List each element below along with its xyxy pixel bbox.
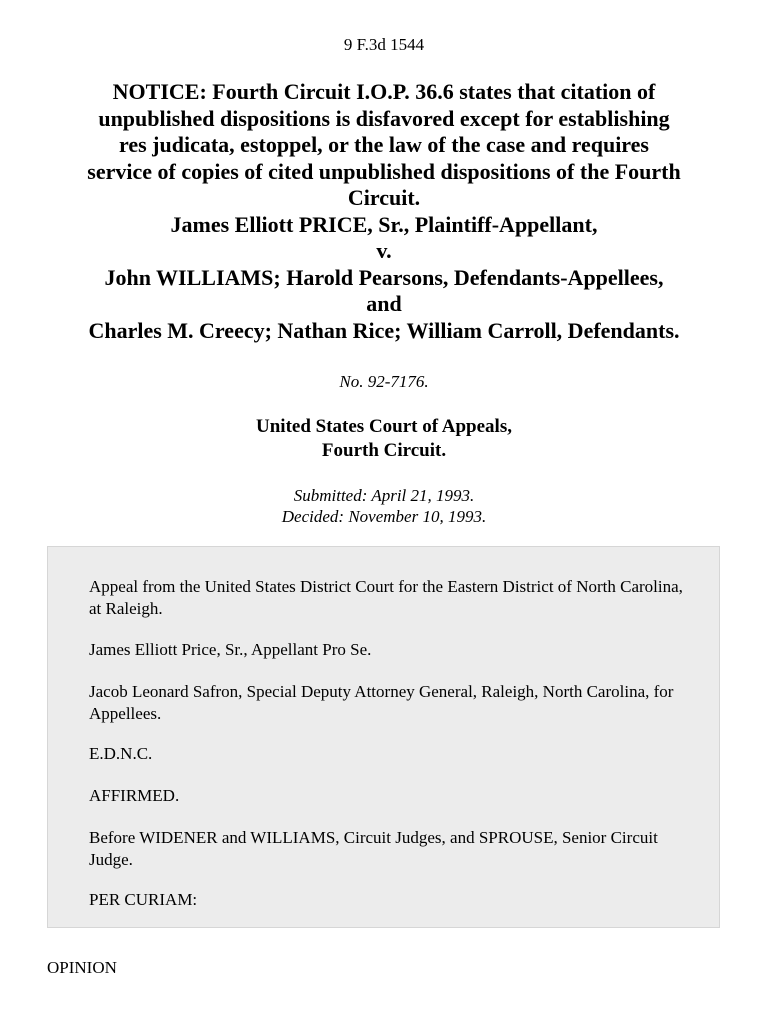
- conjunction-line: and: [366, 291, 402, 316]
- appellant-text: James Elliott Price, Sr., Appellant Pro Se.: [89, 640, 372, 659]
- notice-line-3: res judicata, estoppel, or the law of the case and requires: [118, 132, 649, 157]
- case-title: [40, 79, 728, 344]
- panel-text: Before WIDENER and WILLIAMS, Circuit Judges, and SPROUSE, Senior Circuit Judge.: [89, 828, 658, 869]
- court-name-line-2: Fourth Circuit.: [321, 440, 447, 461]
- per-curiam-text: PER CURIAM:: [89, 890, 198, 909]
- disposition-text: AFFIRMED.: [89, 786, 180, 805]
- appellees-counsel-text: Jacob Leonard Safron, Special Deputy Attorney General, Raleigh, North Carolina, for Appellees.: [89, 682, 674, 723]
- plaintiff-line: James Elliott PRICE, Sr., Plaintiff-Appellant,: [170, 211, 598, 237]
- notice-line-5: Circuit.: [347, 185, 421, 210]
- defendants-appellees-line: John WILLIAMS; Harold Pearsons, Defendants-Appellees,: [104, 264, 664, 290]
- appeal-from-text: Appeal from the United States District Court for the Eastern District of North Carolina, at Raleigh.: [89, 577, 683, 618]
- docket-number: No. 92-7176.: [339, 372, 429, 391]
- case-citation: 9 F.3d 1544: [343, 35, 425, 54]
- court-name: [0, 415, 768, 463]
- versus-line: v.: [376, 238, 392, 263]
- case-dates: [0, 485, 768, 527]
- decided-date: Decided: November 10, 1993.: [281, 507, 487, 526]
- notice-line-4: service of copies of cited unpublished dispositions of the Fourth: [87, 158, 681, 184]
- case-summary-box: [47, 546, 720, 928]
- notice-line-2: unpublished dispositions is disfavored except for establishing: [98, 105, 670, 131]
- submitted-date: Submitted: April 21, 1993.: [293, 486, 475, 505]
- notice-line-1: NOTICE: Fourth Circuit I.O.P. 36.6 states that citation of: [112, 79, 656, 104]
- opinion-heading: OPINION: [47, 958, 117, 977]
- defendants-line: Charles M. Creecy; Nathan Rice; William Carroll, Defendants.: [88, 317, 680, 343]
- district-text: E.D.N.C.: [89, 744, 153, 763]
- court-name-line-1: United States Court of Appeals,: [256, 416, 512, 437]
